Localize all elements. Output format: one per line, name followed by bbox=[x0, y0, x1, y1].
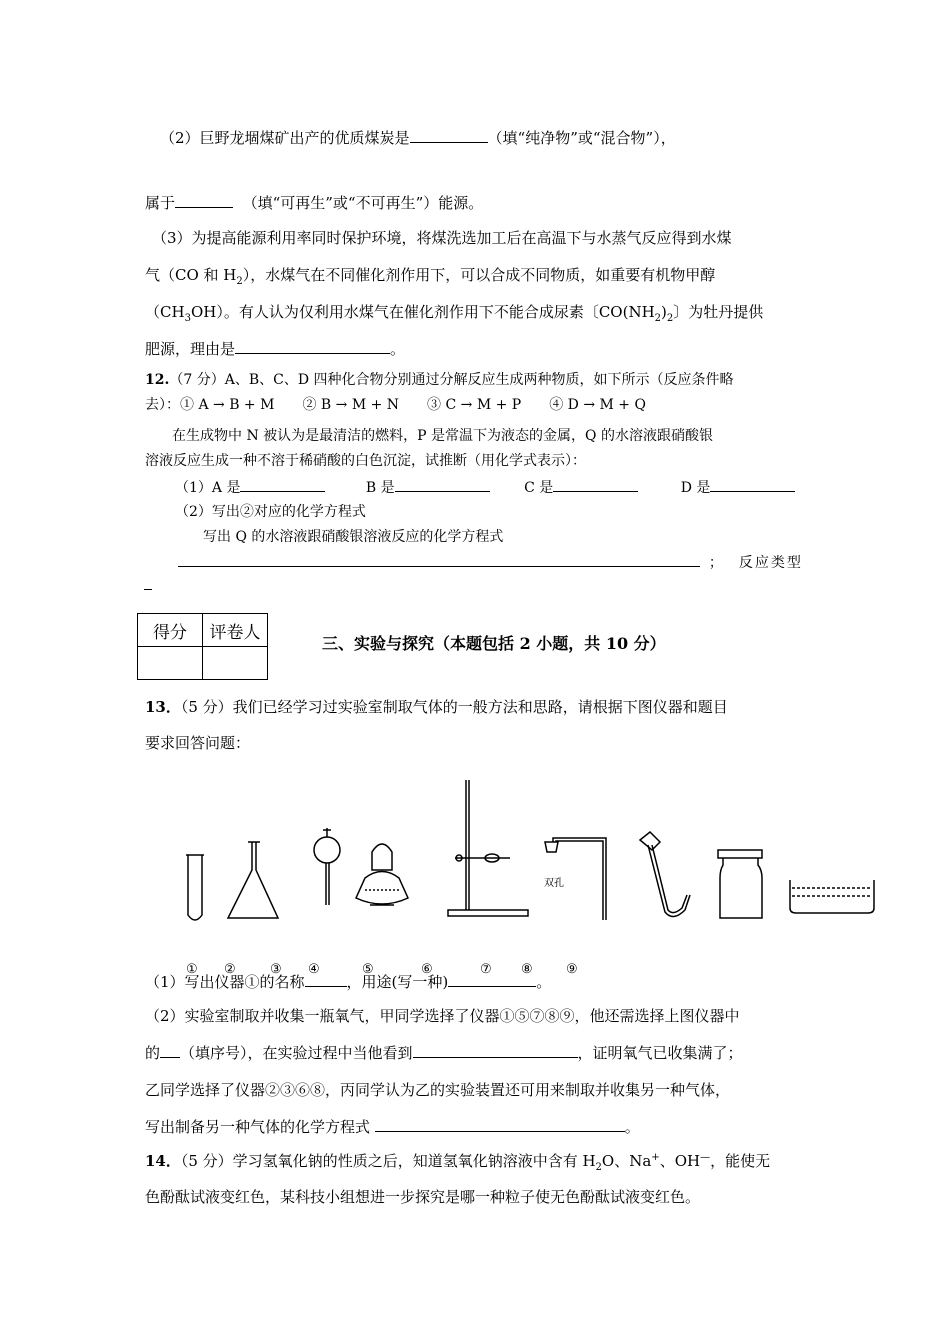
grader-cell[interactable] bbox=[203, 647, 268, 680]
apparatus-number-1: ① bbox=[186, 962, 198, 977]
iron-stand-icon bbox=[448, 780, 528, 916]
apparatus-number-3: ③ bbox=[270, 962, 282, 977]
answer-blank-extra-instrument[interactable] bbox=[160, 1043, 180, 1058]
answer-blank-observation[interactable] bbox=[413, 1043, 578, 1058]
score-cell[interactable] bbox=[138, 647, 203, 680]
answer-blank-d[interactable] bbox=[710, 477, 795, 492]
double-hole-label: 双孔 bbox=[544, 878, 564, 889]
q12-number: 12. bbox=[145, 372, 170, 388]
q14-number: 14． bbox=[145, 1152, 181, 1170]
gas-jar-icon bbox=[718, 850, 762, 918]
separatory-funnel-icon bbox=[314, 828, 340, 905]
apparatus-number-4: ④ bbox=[308, 962, 320, 977]
answer-blank-gas-equation[interactable] bbox=[375, 1117, 625, 1132]
q13-part2-line1: （2）实验室制取并收集一瓶氧气，甲同学选择了仪器①⑤⑦⑧⑨，他还需选择上图仪器中 bbox=[145, 1007, 740, 1025]
q12-part1: （1）A 是 B 是 C 是 D 是 bbox=[175, 477, 795, 498]
test-tube-icon bbox=[186, 855, 204, 920]
q12-part2: （2）写出②对应的化学方程式 bbox=[175, 504, 366, 520]
q13-part2-line2: 的 （填序号），在实验过程中当他看到 ，证明氧气已收集满了； bbox=[145, 1044, 743, 1062]
apparatus-number-7: ⑦ bbox=[480, 962, 492, 977]
answer-blank-a[interactable] bbox=[240, 477, 325, 492]
q11-part3-line4: 肥源，理由是 。 bbox=[145, 340, 406, 358]
alcohol-lamp-icon bbox=[356, 844, 408, 905]
conical-flask-icon bbox=[228, 842, 278, 918]
q12-line1: 12.（7 分）A、B、C、D 四种化合物分别通过分解反应生成两种物质，如下所示（反应条件略 bbox=[145, 372, 734, 388]
apparatus-number-8: ⑧ bbox=[521, 962, 533, 977]
water-trough-icon bbox=[790, 880, 874, 913]
q12-equation-line: ； 反应类型 bbox=[178, 552, 803, 573]
apparatus-number-9: ⑨ bbox=[566, 962, 578, 977]
q12-reactions: 去）：① A → B + M ② B → M + N ③ C → M + P ④ D → M + Q bbox=[145, 397, 646, 413]
apparatus-diagram bbox=[170, 770, 890, 930]
answer-blank-instrument-use[interactable] bbox=[448, 972, 536, 987]
q11-part2-line: （2）巨野龙堌煤矿出产的优质煤炭是 （填“纯净物”或“混合物”）， bbox=[160, 129, 676, 147]
q13-line1: 13．（5 分）我们已经学习过实验室制取气体的一般方法和思路，请根据下图仪器和题目 bbox=[145, 698, 728, 716]
q13-number: 13． bbox=[145, 698, 181, 716]
answer-blank-renewable[interactable] bbox=[175, 193, 233, 208]
q11-part2-line2: 属于 （填“可再生”或“不可再生”）能源。 bbox=[145, 194, 484, 212]
q14-line2: 色酚酞试液变红色，某科技小组想进一步探究是哪一种粒子使无色酚酞试液变红色。 bbox=[145, 1188, 701, 1206]
answer-blank-coal-type[interactable] bbox=[410, 128, 488, 143]
q14-line1: 14．（5 分）学习氢氧化钠的性质之后，知道氢氧化钠溶液中含有 $H_2O$、Na+、OH—，能使无 bbox=[145, 1152, 771, 1173]
score-box bbox=[137, 613, 268, 680]
grader-label: 评卷人 bbox=[203, 614, 268, 647]
q11-part3-line3: $(CH_3OH)$。有人认为仅利用水煤气在催化剂作用下不能合成尿素〔$CO(NH_2)_2$〕为牡丹提供 bbox=[145, 303, 764, 324]
section-title: 三、实验与探究（本题包括 2 小题，共 10 分） bbox=[322, 634, 666, 653]
q13-part2-line3: 乙同学选择了仪器②③⑥⑧，丙同学认为乙的实验装置还可用来制取并收集另一种气体， bbox=[145, 1081, 731, 1099]
q12-line3: 在生成物中 N 被认为是最清洁的燃料，P 是常温下为液态的金属，Q 的水溶液跟硝酸银 bbox=[172, 428, 713, 444]
answer-blank-instrument-name[interactable] bbox=[305, 972, 347, 987]
answer-blank-reason[interactable] bbox=[235, 339, 390, 354]
answer-blank-reaction-type[interactable] bbox=[144, 589, 152, 590]
answer-blank-c[interactable] bbox=[553, 477, 638, 492]
apparatus-number-2: ② bbox=[224, 962, 236, 977]
q12-line4: 溶液反应生成一种不溶于稀硝酸的白色沉淀，试推断（用化学式表示）： bbox=[145, 453, 586, 469]
q13-part1: （1）写出仪器①的名称 ，用途(写一种) 。 bbox=[145, 973, 552, 991]
score-label: 得分 bbox=[138, 614, 203, 647]
q11-part3-line2: 气（CO 和 $H_2$），水煤气在不同催化剂作用下，可以合成不同物质，如重要有机物甲醇 bbox=[145, 266, 716, 287]
q13-part2-line4: 写出制备另一种气体的化学方程式 。 bbox=[145, 1118, 640, 1136]
apparatus-number-6: ⑥ bbox=[421, 962, 433, 977]
answer-blank-b[interactable] bbox=[395, 477, 490, 492]
answer-blank-equation[interactable] bbox=[178, 552, 700, 567]
q12-part3: 写出 Q 的水溶液跟硝酸银溶液反应的化学方程式 bbox=[203, 529, 504, 545]
q13-line2: 要求回答问题： bbox=[145, 734, 251, 752]
apparatus-number-5: ⑤ bbox=[362, 962, 374, 977]
q11-part3-line1: （3）为提高能源利用率同时保护环境，将煤洗选加工后在高温下与水蒸气反应得到水煤 bbox=[152, 229, 732, 247]
delivery-tube-icon bbox=[640, 832, 690, 917]
